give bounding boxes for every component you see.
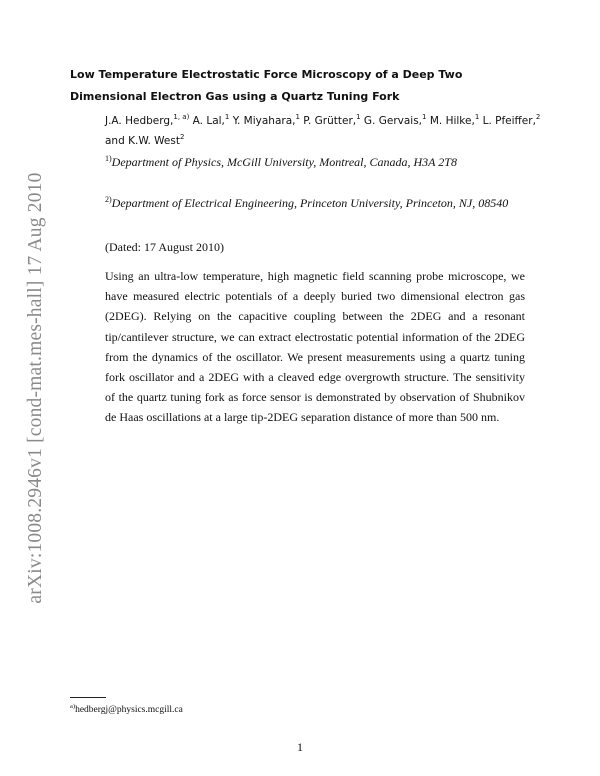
author: L. Pfeiffer,$^2$ — [482, 113, 541, 127]
footnote: $^{a)}$hedbergj@physics.mcgill.ca — [70, 703, 183, 715]
author: M. Hilke,$^1$ — [429, 113, 480, 127]
author: G. Gervais,$^1$ — [363, 113, 427, 127]
affiliation-mcgill: $^{1)}$Department of Physics, McGill University, Montreal, Canada, H3A 2T8 — [105, 154, 457, 169]
author: P. Grütter,$^1$ — [303, 113, 361, 127]
author-list — [105, 111, 545, 151]
paper-title: Low Temperature Electrostatic Force Microscopy of a Deep Two Dimensional Electron Gas using a Quartz Tuning Fork — [70, 68, 463, 103]
affiliation-princeton: $^{2)}$Department of Electrical Engineering, Princeton University, Princeton, NJ, 08540 — [105, 195, 509, 210]
arxiv-identifier: arXiv:1008.2946v1 [cond-mat.mes-hall] 17 Aug 2010 — [25, 172, 46, 604]
abstract: Using an ultra-low temperature, high magnetic field scanning probe microscope, we have measured electric potentials of a deeply buried two dimensional electron gas (2DEG). Relying on the capacitive coupling between the 2DEG and a resonant tip/cantilever structure, we can extract electrostatic potential information of the 2DEG from the dynamics of the oscillator. We present measurements using a quartz tuning fork oscillator and a 2DEG with a cleaved edge overgrowth structure. The sensitivity of the quartz tuning fork as force sensor is demonstrated by observation of Shubnikov de Haas oscillations at a large tip-2DEG separation distance of more than 500 nm. — [105, 269, 525, 425]
author: J.A. Hedberg,$^{1, a)}$ — [105, 113, 190, 127]
author-email: hedbergj@physics.mcgill.ca — [75, 705, 183, 715]
author: Y. Miyahara,$^1$ — [232, 113, 300, 127]
date-line: (Dated: 17 August 2010) — [105, 240, 224, 254]
author: and K.W. West$^2$ — [105, 133, 185, 147]
page-number: 1 — [297, 740, 303, 754]
author: A. Lal,$^1$ — [192, 113, 230, 127]
footnote-divider — [70, 697, 106, 698]
